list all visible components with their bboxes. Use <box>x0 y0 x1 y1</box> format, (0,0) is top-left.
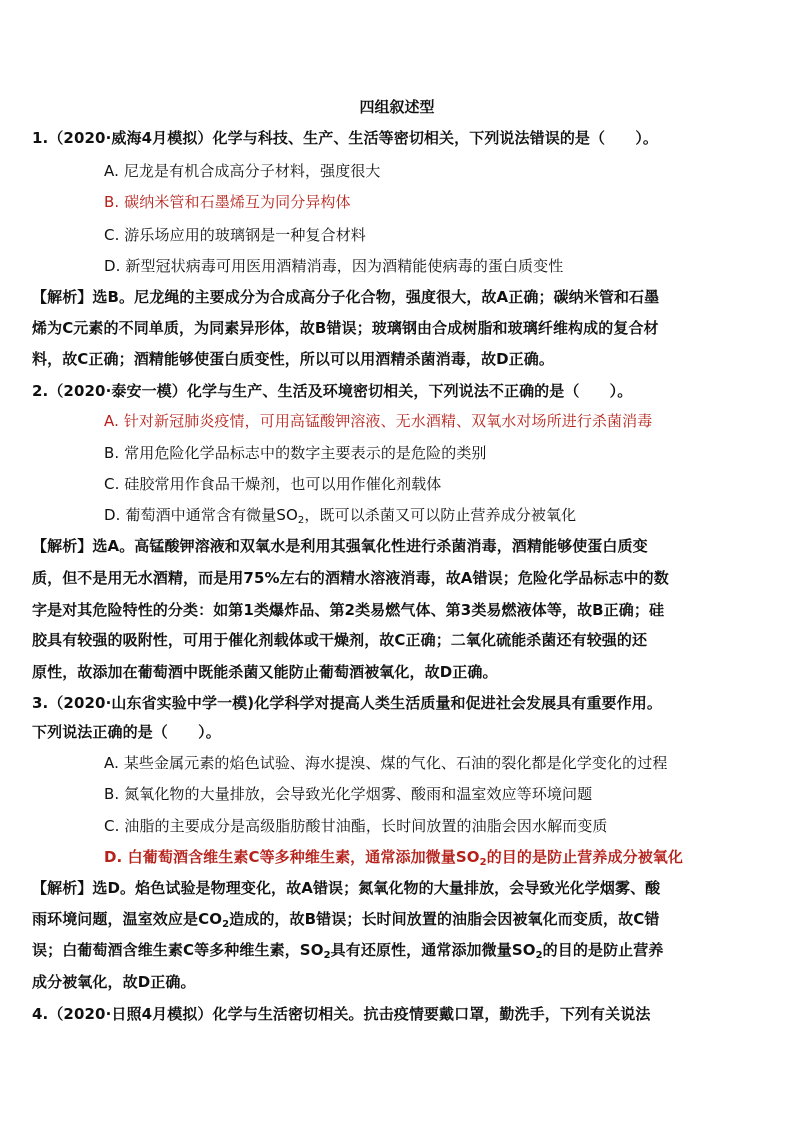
q1-option-a: A. 尼龙是有机合成高分子材料，强度很大 <box>104 162 381 180</box>
subscript: 2 <box>323 950 331 961</box>
q2-analysis-line: 质，但不是用无水酒精，而是用75%左右的酒精水溶液消毒，故A错误；危险化学品标志中的数 <box>32 569 669 587</box>
text-segment: 具有还原性，通常添加微量SO <box>330 941 536 959</box>
q2-option-b: B. 常用危险化学品标志中的数字主要表示的是危险的类别 <box>104 444 487 462</box>
text-segment: D. 白葡萄酒含维生素C等多种维生素，通常添加微量SO <box>104 848 480 866</box>
q1-option-d: D. 新型冠状病毒可用医用酒精消毒，因为酒精能使病毒的蛋白质变性 <box>104 257 564 275</box>
subscript: 2 <box>479 857 487 868</box>
q1-analysis-line: 烯为C元素的不同单质，为同素异形体，故B错误；玻璃钢由合成树脂和玻璃纤维构成的复合材 <box>32 319 659 337</box>
question-3-stem: 3.（2020·山东省实验中学一模)化学科学对提高人类生活质量和促进社会发展具有重要作用。 <box>32 694 662 712</box>
q3-option-c: C. 油脂的主要成分是高级脂肪酸甘油酯，长时间放置的油脂会因水解而变质 <box>104 817 608 835</box>
q1-option-b: B. 碳纳米管和石墨烯互为同分异构体 <box>104 193 351 211</box>
q3-analysis-line: 【解析】选D。焰色试验是物理变化，故A错误；氮氧化物的大量排放，会导致光化学烟雾、酸 <box>32 879 661 897</box>
q1-analysis-line: 料，故C正确；酒精能够使蛋白质变性，所以可以用酒精杀菌消毒，故D正确。 <box>32 350 554 368</box>
q1-analysis-line: 【解析】选B。尼龙绳的主要成分为合成高分子化合物，强度很大，故A正确；碳纳米管和石墨 <box>32 288 660 306</box>
q2-option-d <box>104 505 774 531</box>
subscript: 2 <box>535 950 543 961</box>
text-segment: 雨环境问题，温室效应是CO <box>32 910 223 928</box>
q2-analysis-line: 字是对其危险特性的分类：如第1类爆炸品、第2类易燃气体、第3类易燃液体等，故B正确；硅 <box>32 601 665 619</box>
q2-option-a: A. 针对新冠肺炎疫情，可用高锰酸钾溶液、无水酒精、双氧水对场所进行杀菌消毒 <box>104 412 653 430</box>
q3-option-b: B. 氮氧化物的大量排放，会导致光化学烟雾、酸雨和温室效应等环境问题 <box>104 785 593 803</box>
question-4-stem: 4.（2020·日照4月模拟）化学与生活密切相关。抗击疫情要戴口罩，勤洗手，下列有关说法 <box>32 1005 651 1023</box>
q1-option-c: C. 游乐场应用的玻璃钢是一种复合材料 <box>104 226 366 244</box>
subscript: 2 <box>297 515 305 526</box>
text-segment: D. 葡萄酒中通常含有微量SO <box>104 506 298 524</box>
q3-analysis-line <box>32 909 774 935</box>
text-segment: 造成的，故B错误；长时间放置的油脂会因被氧化而变质，故C错 <box>229 910 660 928</box>
page-title: 四组叙述型 <box>359 98 435 116</box>
q3-option-a: A. 某些金属元素的焰色试验、海水提溴、煤的气化、石油的裂化都是化学变化的过程 <box>104 754 668 772</box>
q2-analysis-line: 胶具有较强的吸附性，可用于催化剂载体或干燥剂，故C正确；二氧化硫能杀菌还有较强的还 <box>32 631 648 649</box>
q2-analysis-line: 原性，故添加在葡萄酒中既能杀菌又能防止葡萄酒被氧化，故D正确。 <box>32 663 498 681</box>
q3-option-d <box>104 847 774 873</box>
question-1-stem: 1.（2020·威海4月模拟）化学与科技、生产、生活等密切相关，下列说法错误的是（ ）。 <box>32 129 659 147</box>
question-3-stem: 下列说法正确的是（ ）。 <box>32 723 221 741</box>
text-segment: 的目的是防止营养 <box>542 941 664 959</box>
text-segment: 误；白葡萄酒含维生素C等多种维生素，SO <box>32 941 324 959</box>
text-segment: ，既可以杀菌又可以防止营养成分被氧化 <box>304 506 577 524</box>
text-segment: 的目的是防止营养成分被氧化 <box>486 848 684 866</box>
q2-option-c: C. 硅胶常用作食品干燥剂，也可以用作催化剂载体 <box>104 475 442 493</box>
q3-analysis-line: 成分被氧化，故D正确。 <box>32 973 196 991</box>
question-2-stem: 2.（2020·泰安一模）化学与生产、生活及环境密切相关，下列说法不正确的是（ ）。 <box>32 382 633 400</box>
subscript: 2 <box>222 919 230 930</box>
q3-analysis-line <box>32 940 774 966</box>
q2-analysis-line: 【解析】选A。高锰酸钾溶液和双氧水是利用其强氧化性进行杀菌消毒，酒精能够使蛋白质变 <box>32 537 648 555</box>
